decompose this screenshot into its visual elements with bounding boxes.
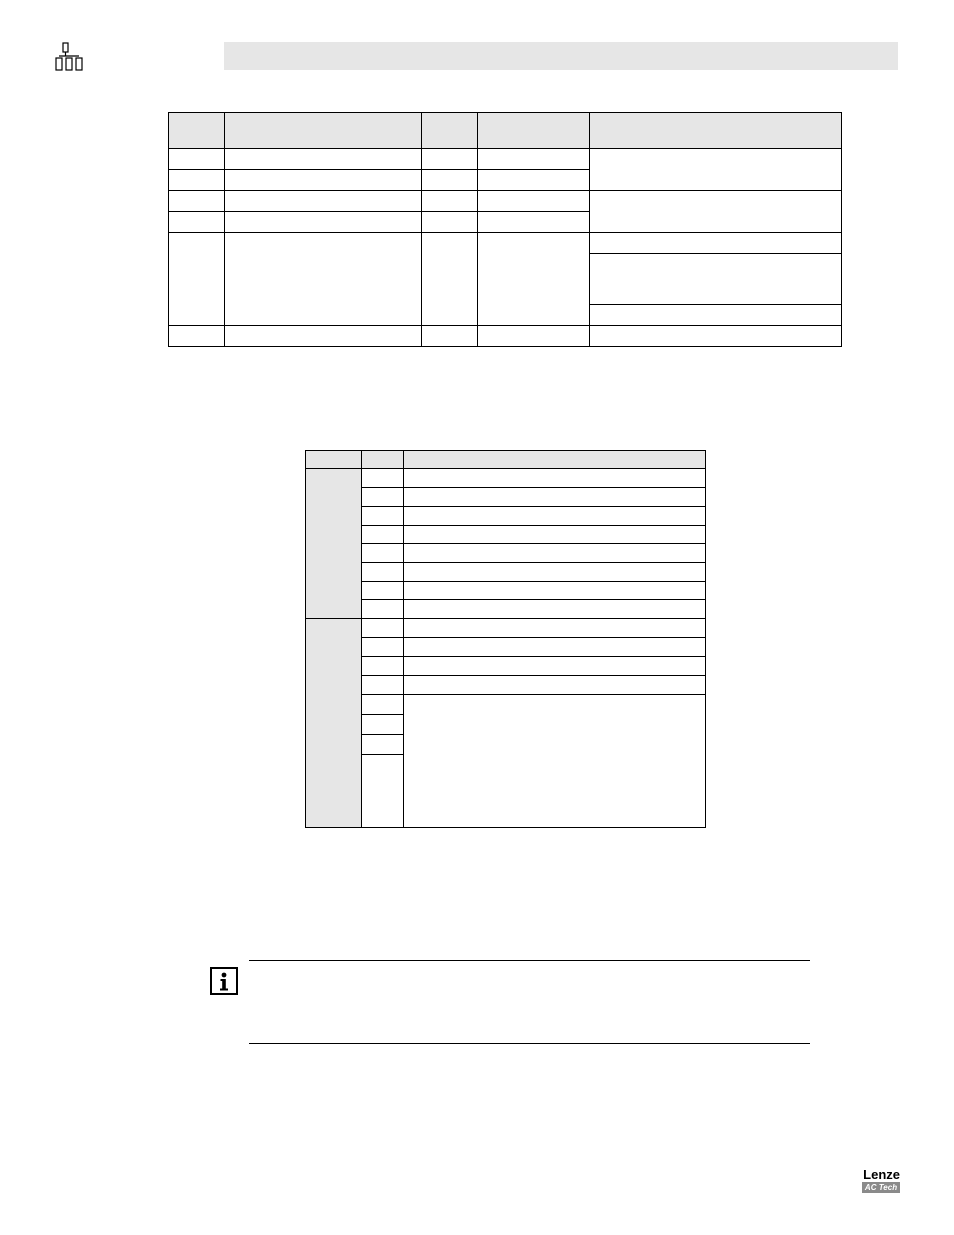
logo-wordmark: Lenze [863, 1167, 900, 1182]
note-divider-top [249, 960, 810, 961]
header-bar [224, 42, 898, 70]
group-cell [305, 468, 361, 618]
group-cell [305, 618, 361, 828]
module-diagram-icon [54, 42, 86, 72]
table-header-row [168, 112, 842, 149]
table-header-row [305, 450, 706, 468]
lenze-logo [860, 1168, 900, 1194]
logo-subtitle: AC Tech [862, 1182, 900, 1193]
info-icon [210, 967, 238, 995]
function-table [305, 450, 706, 828]
parameter-table [168, 112, 842, 347]
note-divider-bottom [249, 1043, 810, 1044]
